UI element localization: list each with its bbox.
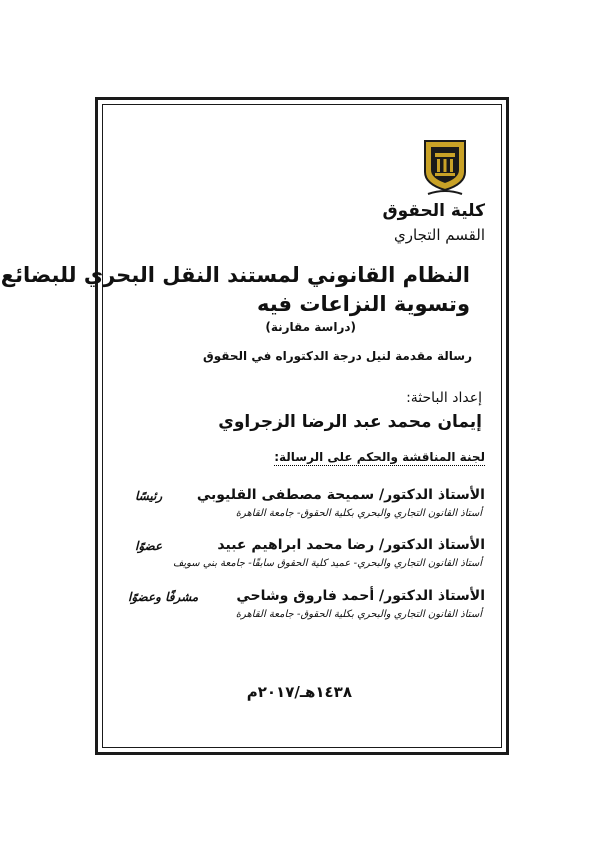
- committee-member-name: الأستاذ الدكتور/ سميحة مصطفى القليوبي: [196, 487, 485, 503]
- committee-label: لجنة المناقشة والحكم على الرسالة:: [274, 450, 485, 464]
- thesis-subtitle: (دراسة مقارنة): [265, 320, 356, 334]
- thesis-date: ١٤٣٨هـ/٢٠١٧م: [246, 683, 352, 701]
- cairo-university-logo-icon: [422, 138, 468, 196]
- thesis-purpose: رسالة مقدمة لنيل درجة الدكتوراه في الحقوق: [203, 349, 472, 363]
- faculty-name: كلية الحقوق: [382, 201, 485, 221]
- committee-member-role: رئيسًا: [135, 489, 163, 503]
- researcher-name: إيمان محمد عبد الرضا الزجراوي: [218, 412, 482, 432]
- committee-member-description: أستاذ القانون التجاري والبحري- عميد كلية الحقوق سابقًا- جامعة بني سويف: [172, 558, 482, 569]
- committee-member-role: مشرفًا وعضوًا: [128, 590, 199, 604]
- committee-member-role: عضوًا: [135, 539, 163, 553]
- committee-member-name: الأستاذ الدكتور/ أحمد فاروق وشاحي: [236, 588, 485, 604]
- department-name: القسم التجاري: [394, 226, 485, 244]
- committee-member-description: أستاذ القانون التجاري والبحري بكلية الحقوق- جامعة القاهرة: [235, 508, 482, 519]
- thesis-title-line2: وتسوية النزاعات فيه: [256, 292, 470, 316]
- thesis-title-line1: النظام القانوني لمستند النقل البحري للبضائع: [0, 263, 470, 287]
- preparation-label: إعداد الباحثة:: [406, 390, 482, 406]
- committee-member-name: الأستاذ الدكتور/ رضا محمد ابراهيم عبيد: [217, 537, 485, 553]
- committee-member-description: أستاذ القانون التجاري والبحري بكلية الحقوق- جامعة القاهرة: [235, 609, 482, 620]
